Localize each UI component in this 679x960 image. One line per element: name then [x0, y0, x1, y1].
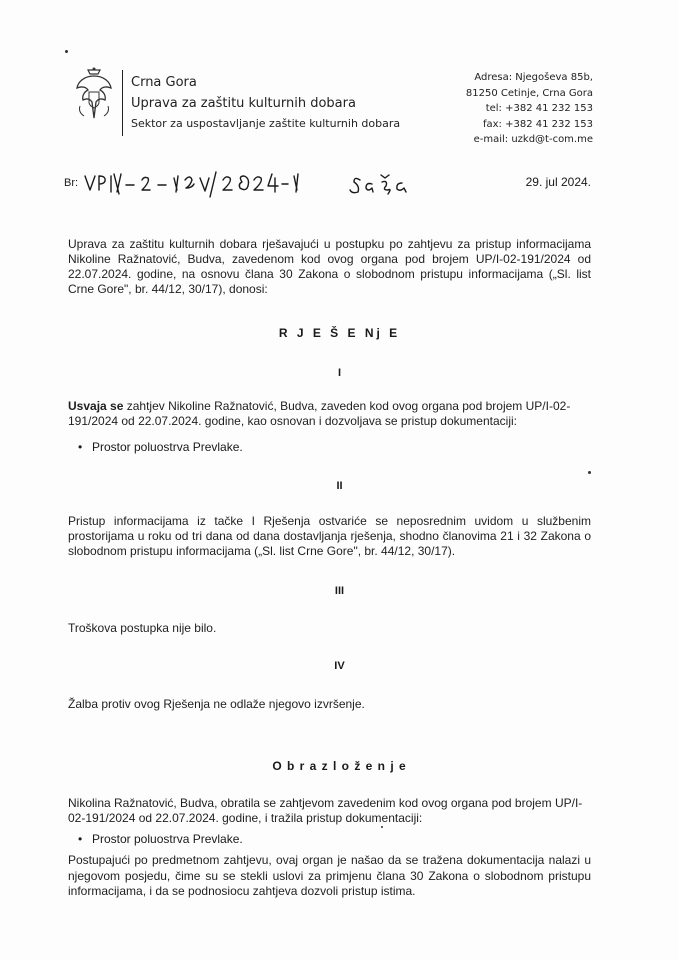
decision-title: R J E Š E Nj E: [278, 326, 401, 340]
scan-speck: [588, 471, 591, 474]
section-1-text: zahtjev Nikoline Ražnatović, Budva, zaveden kod ovog organa pod brojem UP/I-02-191/2024 od 22.07.2024. godine, kao osnovan i dozvoljava se pristup dokumentaciji:: [68, 399, 571, 428]
reasoning-bullet: • Prostor poluostrva Prevlake.: [78, 832, 243, 847]
handwritten-reference-icon: [82, 168, 422, 198]
contact-block: [466, 70, 593, 148]
document-date: 29. jul 2024.: [525, 175, 591, 189]
header-divider: [122, 70, 123, 136]
scan-speck: [65, 50, 68, 53]
contact-address: Adresa: Njegoševa 85b,: [474, 72, 593, 83]
section-1-lead: Usvaja se: [68, 399, 124, 413]
reasoning-paragraph-2: Postupajući po predmetnom zahtjevu, ovaj organ je našao da se tražena dokumentacija nalazi u njegovom posjedu, čime su se stekli uslovi za primjenu člana 30 Zakona o slobodnom pristupu informacijama, i da se podnosiocu zahtjeva dozvoli pristup istima.: [68, 853, 591, 898]
section-number-2: II: [336, 480, 343, 492]
section-2-paragraph: Pristup informacijama iz tačke I Rješenja ostvariće se neposrednim uvidom u službenim prostorijama u roku od tri dana od dana dostavljanja rješenja, shodno članovima 21 i 32 Zakona o slobodnom pristupu informacijama („Sl. list Crne Gore", br. 44/12, 30/17).: [68, 514, 591, 558]
org-name: Uprava za zaštitu kulturnih dobara: [131, 96, 356, 111]
org-sector: Sektor za uspostavljanje zaštite kulturnih dobara: [131, 117, 401, 130]
organization-block: [131, 72, 400, 134]
section-4-paragraph: Žalba protiv ovog Rješenja ne odlaže njegovo izvršenje.: [68, 697, 365, 711]
section-number-1: I: [337, 367, 342, 379]
scan-speck: [381, 826, 383, 828]
org-country: Crna Gora: [131, 75, 197, 90]
reference-prefix: Br:: [64, 177, 79, 189]
contact-fax: fax: +382 41 232 153: [482, 118, 593, 130]
contact-city: 81250 Cetinje, Crna Gora: [465, 87, 593, 99]
intro-paragraph: Uprava za zaštitu kulturnih dobara rješavajući u postupku po zahtjevu za pristup informacijama Nikoline Ražnatović, Budva, zavedenom kod ovog organa pod brojem UP/I-02-191/2024 od 22.07.2024. godine, na osnovu člana 30 Zakona o slobodnom pristupu informacijama („Sl. list Crne Gore", br. 44/12, 30/17), donosi:: [68, 237, 591, 296]
section-number-4: IV: [334, 660, 345, 672]
section-3-paragraph: Troškova postupka nije bilo.: [68, 621, 217, 635]
reasoning-title: O b r a z l o ž e n j e: [272, 759, 407, 773]
contact-phone: tel: +382 41 232 153: [485, 103, 593, 114]
section-number-3: III: [334, 585, 345, 597]
section-1-bullet: • Prostor poluostrva Prevlake.: [78, 440, 243, 455]
reference-number: [64, 168, 424, 198]
contact-email: e-mail: uzkd@t-com.me: [473, 134, 593, 145]
coat-of-arms-icon: [74, 66, 114, 122]
reasoning-paragraph-1: Nikolina Ražnatović, Budva, obratila se zahtjevom zavedenim kod ovog organa pod brojem UP/I-02-191/2024 od 22.07.2024. godine, i tražila pristup dokumentaciji:: [68, 796, 583, 825]
section-1-paragraph: [68, 399, 591, 429]
